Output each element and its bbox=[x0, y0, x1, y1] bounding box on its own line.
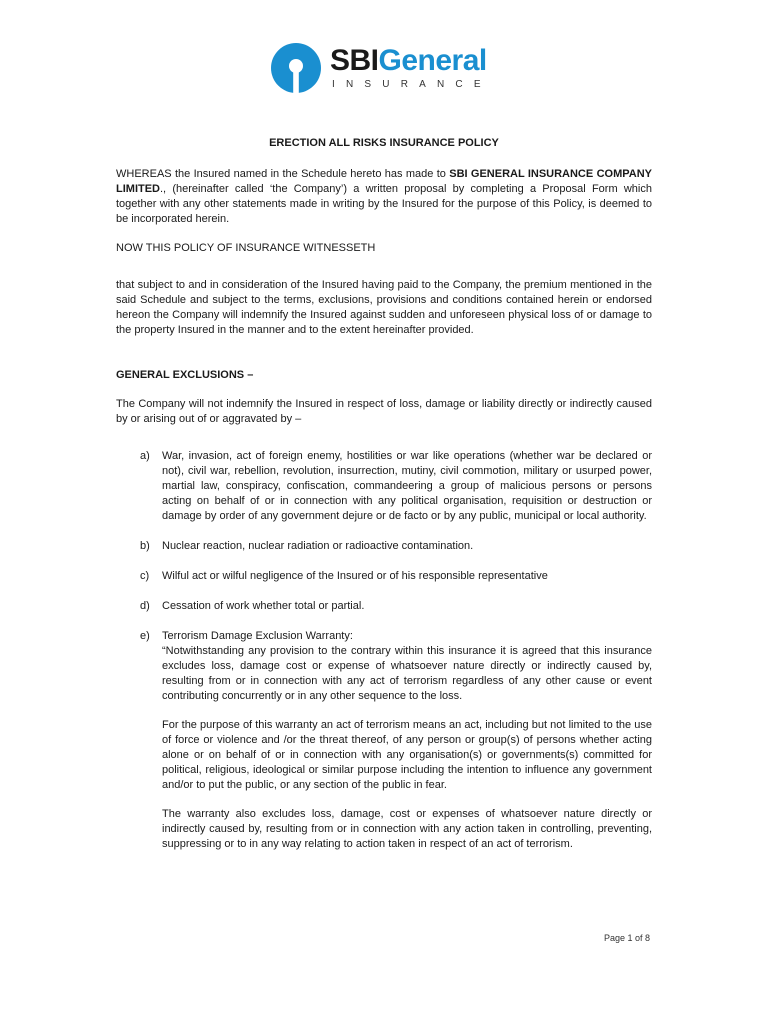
exclusion-letter: c) bbox=[140, 570, 150, 582]
policy-document bbox=[116, 136, 652, 852]
exclusion-letter: d) bbox=[140, 600, 150, 612]
terrorism-paragraph-2: For the purpose of this warranty an act of terrorism means an act, including but not limited to the use of force or violence and /or the threat thereof, of any person or group(s) of persons whether acting alone or on behalf of or in connection with any organisation(s) or governments(s) committed for political, religious, ideological or similar purpose including the intention to influence any government and/or to put the public, or any section of the public in fear. bbox=[162, 719, 652, 791]
exclusion-item-c bbox=[116, 569, 652, 584]
exclusion-text: War, invasion, act of foreign enemy, hostilities or war like operations (whether war be declared or not), civil war, rebellion, revolution, insurrection, mutiny, civil commotion, military or usurped power, martial law, conspiracy, confiscation, commandeering a group of malicious persons or persons acting on behalf of or in connection with any political organisation, requisition or destruction or damage by order of any government dejure or de facto or by any public, municipal or local authority. bbox=[162, 450, 652, 522]
exclusion-text: Nuclear reaction, nuclear radiation or radioactive contamination. bbox=[162, 540, 474, 552]
logo-wordmark: SBIGeneral bbox=[330, 44, 487, 77]
exclusion-letter: a) bbox=[140, 450, 150, 462]
witnesseth-heading: NOW THIS POLICY OF INSURANCE WITNESSETH bbox=[116, 242, 376, 254]
exclusions-intro: The Company will not indemnify the Insured in respect of loss, damage or liability directly or indirectly caused by or arising out of or aggravated by – bbox=[116, 398, 652, 425]
document-title: ERECTION ALL RISKS INSURANCE POLICY bbox=[269, 137, 499, 149]
terrorism-heading: Terrorism Damage Exclusion Warranty: bbox=[162, 630, 353, 642]
sbi-general-logo bbox=[270, 42, 510, 96]
consideration-paragraph: that subject to and in consideration of the Insured having paid to the Company, the premium mentioned in the said Schedule and subject to the terms, exclusions, provisions and conditions contained herein or endorsed hereon the Company will indemnify the Insured against sudden and unforeseen physical loss of or damage to the property Insured in the manner and to the extent hereinafter provided. bbox=[116, 279, 652, 336]
terrorism-paragraph-3: The warranty also excludes loss, damage, cost or expenses of whatsoever nature directly or indirectly caused by, resulting from or in connection with any action taken in controlling, preventing, suppressing or to in any way relating to action taken in respect of an act of terrorism. bbox=[162, 808, 652, 850]
exclusion-letter: b) bbox=[140, 540, 150, 552]
terrorism-paragraph-1: “Notwithstanding any provision to the contrary within this insurance it is agreed that this insurance excludes loss, damage cost or expense of whatsoever nature directly or indirectly caused by, resulting from or in connection with any act of terrorism regardless of any other cause or event contributing concurrently or in any other sequence to the loss. bbox=[162, 645, 652, 702]
exclusion-item-d bbox=[116, 599, 652, 614]
exclusion-item-b bbox=[116, 539, 652, 554]
exclusion-item-e-terrorism bbox=[116, 629, 652, 852]
exclusion-text: Wilful act or wilful negligence of the Insured or of his responsible representative bbox=[162, 570, 548, 582]
sbi-keyhole-icon bbox=[270, 42, 322, 94]
exclusion-text: Cessation of work whether total or partial. bbox=[162, 600, 365, 612]
exclusion-letter: e) bbox=[140, 630, 150, 642]
general-exclusions-heading: GENERAL EXCLUSIONS – bbox=[116, 369, 254, 381]
page-number: Page 1 of 8 bbox=[604, 933, 651, 943]
whereas-paragraph: WHEREAS the Insured named in the Schedule hereto has made to SBI GENERAL INSURANCE COMPANY LIMITED., (hereinafter called ‘the Company’) a written proposal by completing a Proposal Form which together with any other statements made in writing by the Insured for the purpose of this Policy, is deemed to be incorporated herein. bbox=[116, 168, 652, 225]
logo-tagline: INSURANCE bbox=[332, 79, 492, 90]
exclusion-item-a bbox=[116, 449, 652, 524]
